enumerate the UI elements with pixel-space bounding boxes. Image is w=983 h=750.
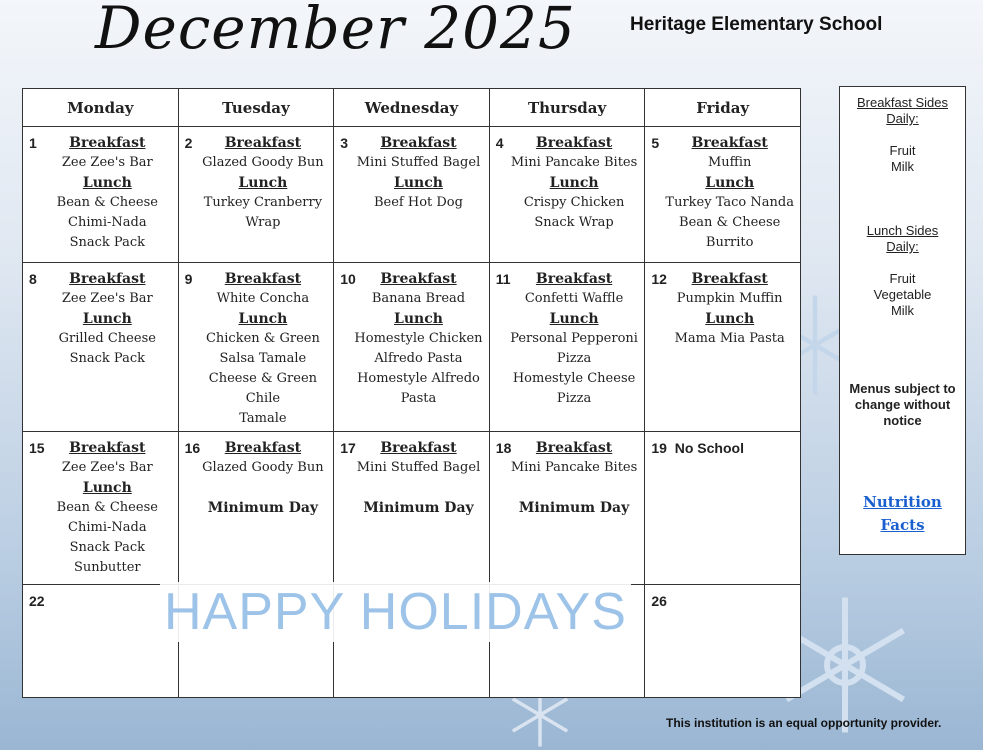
- day-menu: [338, 438, 485, 518]
- day-menu: [338, 269, 485, 409]
- day-number: 16: [184, 440, 201, 456]
- day-number: 22: [29, 593, 45, 609]
- menu-item: Chimi-Nada: [68, 520, 147, 535]
- weekday-header: Tuesday: [178, 89, 334, 127]
- lunch-sides-heading: Daily:: [886, 239, 919, 254]
- menu-notice: change without: [854, 397, 951, 412]
- lunch-heading: Lunch: [705, 175, 755, 191]
- breakfast-heading: Breakfast: [69, 271, 146, 287]
- breakfast-heading: Breakfast: [224, 440, 302, 456]
- menu-item: Turkey Taco Nanda: [665, 195, 794, 210]
- day-cell: [645, 127, 801, 263]
- menu-item: Muffin: [707, 155, 752, 170]
- menu-item: Chicken & Green: [205, 331, 320, 346]
- menu-notice: notice: [883, 413, 922, 428]
- minimum-day-note: Minimum Day: [518, 500, 630, 516]
- day-number: 18: [495, 440, 512, 456]
- day-number: 15: [29, 440, 45, 456]
- lunch-heading: Lunch: [549, 175, 599, 191]
- day-cell: [334, 263, 490, 432]
- nutrition-facts-link[interactable]: Facts: [880, 516, 925, 534]
- weekday-header: Wednesday: [334, 89, 490, 127]
- menu-item: Grilled Cheese: [58, 331, 156, 346]
- breakfast-heading: Breakfast: [224, 135, 302, 151]
- day-number: 10: [340, 271, 356, 287]
- lunch-heading: Lunch: [238, 175, 288, 191]
- menu-item: Chimi-Nada: [68, 215, 147, 230]
- menu-item: Bean & Cheese: [56, 500, 158, 515]
- lunch-heading: Lunch: [705, 311, 755, 327]
- lunch-sides-heading: Lunch Sides: [866, 223, 939, 238]
- day-cell: [645, 432, 801, 585]
- day-number: 9: [184, 271, 193, 287]
- day-number: 8: [29, 271, 37, 287]
- day-menu: [494, 133, 641, 233]
- menu-item: Pumpkin Muffin: [676, 291, 783, 306]
- breakfast-heading: Breakfast: [691, 271, 768, 287]
- day-cell: [489, 432, 645, 585]
- school-name: Heritage Elementary School: [630, 14, 883, 35]
- menu-item: Snack Pack: [69, 351, 145, 366]
- menu-item: Zee Zee's Bar: [61, 291, 153, 306]
- day-number: 19: [651, 440, 667, 456]
- menu-item: Personal Pepperoni: [510, 331, 638, 346]
- menu-item: Bean & Cheese: [679, 215, 781, 230]
- menu-notice: Menus subject to: [849, 381, 956, 396]
- menu-item: Tamale: [239, 411, 287, 426]
- day-number: 12: [651, 271, 667, 287]
- lunch-heading: Lunch: [82, 175, 132, 191]
- minimum-day-note: Minimum Day: [207, 500, 319, 516]
- day-menu: [649, 133, 796, 253]
- menu-item: Confetti Waffle: [524, 291, 624, 306]
- day-number: 5: [651, 135, 660, 151]
- breakfast-heading: Breakfast: [535, 271, 613, 287]
- menu-item: Homestyle Chicken: [354, 331, 483, 346]
- breakfast-heading: Breakfast: [224, 271, 302, 287]
- day-menu: [183, 133, 330, 233]
- menu-item: Alfredo Pasta: [374, 351, 463, 366]
- weekday-header: Friday: [645, 89, 801, 127]
- lunch-heading: Lunch: [394, 175, 443, 191]
- day-cell: [23, 432, 179, 585]
- menu-item: Burrito: [705, 235, 754, 250]
- weekday-header: Thursday: [489, 89, 645, 127]
- breakfast-heading: Breakfast: [380, 135, 457, 151]
- day-cell: [23, 263, 179, 432]
- lunch-side-item: Vegetable: [873, 287, 932, 302]
- day-menu: [494, 269, 641, 409]
- footer-statement: This institution is an equal opportunity provider.: [666, 716, 942, 730]
- menu-item: Salsa Tamale: [219, 351, 307, 366]
- menu-item: Mini Stuffed Bagel: [356, 460, 481, 475]
- day-number: 1: [29, 135, 37, 151]
- week-row: [23, 432, 801, 585]
- weekday-header: Monday: [23, 89, 179, 127]
- menu-item: Glazed Goody Bun: [202, 155, 324, 170]
- day-menu: [338, 133, 485, 213]
- breakfast-side-item: Fruit: [889, 143, 916, 158]
- nutrition-facts-link[interactable]: Nutrition: [863, 493, 942, 511]
- menu-item: White Concha: [216, 291, 310, 306]
- day-cell: [489, 127, 645, 263]
- menu-item: Zee Zee's Bar: [61, 460, 153, 475]
- menu-item: Turkey Cranberry: [203, 195, 323, 210]
- week-row: [23, 263, 801, 432]
- lunch-heading: Lunch: [238, 311, 288, 327]
- day-cell: [645, 263, 801, 432]
- day-number: 26: [651, 593, 667, 609]
- day-cell: [23, 127, 179, 263]
- day-menu: [649, 269, 796, 349]
- day-cell: [23, 585, 179, 698]
- menu-item: Snack Wrap: [534, 215, 614, 230]
- day-number: 4: [495, 135, 504, 151]
- menu-item: Wrap: [245, 215, 281, 230]
- breakfast-side-item: Milk: [890, 159, 915, 174]
- day-cell: [334, 127, 490, 263]
- day-cell: [178, 127, 334, 263]
- day-menu: [183, 438, 330, 518]
- no-school-note: [651, 438, 744, 458]
- breakfast-heading: Breakfast: [69, 440, 146, 456]
- minimum-day-note: Minimum Day: [363, 500, 474, 516]
- menu-item: Sunbutter: [73, 560, 141, 575]
- day-number: 17: [340, 440, 356, 456]
- lunch-heading: Lunch: [82, 480, 132, 496]
- menu-item: Mini Pancake Bites: [510, 155, 638, 170]
- day-number: 3: [340, 135, 348, 151]
- menu-item: Homestyle Alfredo: [357, 371, 480, 386]
- menu-item: Pizza: [556, 351, 592, 366]
- day-cell: [334, 432, 490, 585]
- menu-item: Pasta: [400, 391, 437, 406]
- menu-item: Glazed Goody Bun: [202, 460, 324, 475]
- menu-item: Beef Hot Dog: [373, 195, 463, 210]
- day-cell: [178, 263, 334, 432]
- lunch-heading: Lunch: [394, 311, 443, 327]
- lunch-heading: Lunch: [82, 311, 132, 327]
- menu-item: Homestyle Cheese: [512, 371, 636, 386]
- breakfast-heading: Breakfast: [69, 135, 146, 151]
- menu-item: Cheese & Green Chile: [208, 371, 318, 406]
- breakfast-heading: Breakfast: [535, 440, 613, 456]
- breakfast-heading: Breakfast: [535, 135, 613, 151]
- breakfast-heading: Breakfast: [691, 135, 768, 151]
- menu-item: Mini Pancake Bites: [510, 460, 638, 475]
- menu-item: Pizza: [556, 391, 592, 406]
- lunch-side-item: Milk: [890, 303, 915, 318]
- lunch-heading: Lunch: [549, 311, 599, 327]
- day-menu: [27, 269, 174, 369]
- menu-item: Snack Pack: [69, 235, 145, 250]
- day-menu: [494, 438, 641, 518]
- breakfast-sides-heading: Daily:: [886, 111, 919, 126]
- menu-item: Mama Mia Pasta: [674, 331, 785, 346]
- day-menu: [183, 269, 330, 429]
- breakfast-sides-heading: Breakfast Sides: [856, 95, 949, 110]
- day-cell: [645, 585, 801, 698]
- no-school-label: No School: [674, 440, 744, 456]
- day-number: 11: [495, 271, 511, 287]
- day-menu: [27, 438, 174, 578]
- lunch-side-item: Fruit: [889, 271, 916, 286]
- breakfast-heading: Breakfast: [380, 440, 457, 456]
- menu-item: Zee Zee's Bar: [61, 155, 153, 170]
- week-row: [23, 127, 801, 263]
- menu-item: Bean & Cheese: [56, 195, 158, 210]
- day-cell: [489, 263, 645, 432]
- day-number: 2: [184, 135, 193, 151]
- weekday-header-row: [23, 89, 801, 127]
- breakfast-heading: Breakfast: [380, 271, 457, 287]
- menu-item: Snack Pack: [69, 540, 145, 555]
- menu-item: Mini Stuffed Bagel: [356, 155, 481, 170]
- menu-item: Crispy Chicken: [523, 195, 625, 210]
- menu-item: Banana Bread: [371, 291, 466, 306]
- day-cell: [178, 432, 334, 585]
- holiday-banner: HAPPY HOLIDAYS: [160, 582, 631, 642]
- page-title: December 2025: [95, 0, 576, 62]
- day-menu: [27, 133, 174, 253]
- sides-panel: [839, 86, 966, 555]
